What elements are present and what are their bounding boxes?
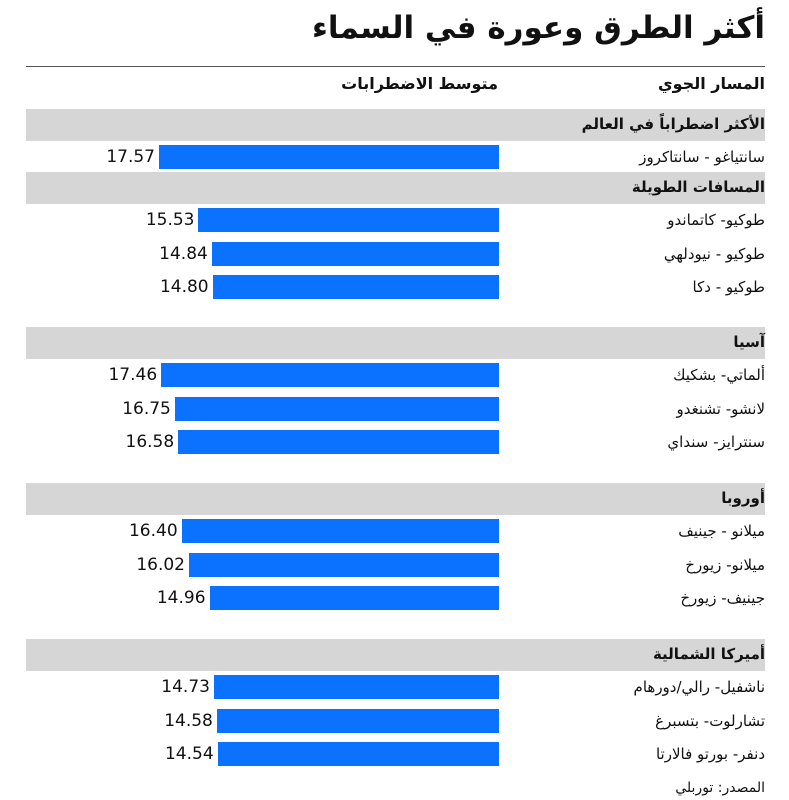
group-label: المسافات الطويلة: [631, 178, 765, 196]
bar: [210, 586, 499, 610]
bar: [161, 363, 499, 387]
bar: [212, 242, 499, 266]
group-band: [26, 327, 765, 359]
route-label: سنترايز- سنداي: [667, 433, 765, 451]
bar-value-label: 14.58: [164, 711, 213, 731]
bar: [217, 709, 499, 733]
bar-value-label: 17.57: [106, 147, 155, 167]
route-label: ناشفيل- رالي/دورهام: [633, 678, 765, 696]
bar: [159, 145, 499, 169]
bar-value-label: 16.40: [128, 521, 178, 541]
bar-value-label: 14.80: [159, 277, 209, 297]
bar: [178, 430, 499, 454]
route-label: طوكيو - دكا: [692, 278, 765, 296]
bar-value-label: 14.73: [161, 677, 210, 697]
group-label: أوروبا: [721, 489, 765, 507]
bar: [189, 553, 499, 577]
group-label: أميركا الشمالية: [652, 645, 765, 663]
bar-row: [26, 204, 765, 236]
route-label: سانتياغو - سانتاكروز: [639, 148, 765, 166]
bar-row: [26, 582, 765, 614]
route-label: ألماتي- بشكيك: [673, 366, 765, 384]
bar-row: [26, 515, 765, 547]
bar-value-label: 17.46: [108, 365, 158, 385]
bar: [175, 397, 499, 421]
bar-row: [26, 549, 765, 581]
group-band: [26, 639, 765, 671]
group-band: [26, 483, 765, 515]
bar-row: [26, 705, 765, 737]
route-label: تشارلوت- بتسبرغ: [655, 712, 765, 730]
bar-value-label: 16.02: [136, 555, 185, 575]
bar: [218, 742, 499, 766]
bar: [182, 519, 499, 543]
bar-value-label: 14.96: [156, 588, 206, 608]
bar-value-label: 15.53: [145, 210, 195, 230]
column-header-average: متوسط الاضطرابات: [341, 74, 498, 93]
group-label: الأكثر اضطراباً في العالم: [581, 115, 765, 133]
group-label: آسيا: [733, 333, 765, 351]
route-label: جينيف- زيورخ: [680, 589, 765, 607]
route-label: طوكيو - نيودلهي: [663, 245, 765, 263]
bar-row: [26, 671, 765, 703]
bar-value-label: 14.84: [159, 244, 208, 264]
bar-value-label: 16.58: [125, 432, 175, 452]
route-label: لانشو- تشنغدو: [676, 400, 765, 418]
route-label: طوكيو- كاتماندو: [667, 211, 765, 229]
source-note: المصدر: توربلي: [675, 780, 765, 796]
bar-row: [26, 141, 765, 173]
route-label: دنفر- بورتو فالارتا: [655, 745, 765, 763]
bar: [198, 208, 499, 232]
route-label: ميلانو- زيورخ: [685, 556, 765, 574]
route-label: ميلانو - جينيف: [678, 522, 765, 540]
group-band: [26, 109, 765, 141]
bar-row: [26, 393, 765, 425]
bar-value-label: 16.75: [122, 399, 171, 419]
bar-row: [26, 738, 765, 770]
bar-row: [26, 359, 765, 391]
chart-title: أكثر الطرق وعورة في السماء: [312, 10, 765, 46]
bar-row: [26, 271, 765, 303]
bar-row: [26, 426, 765, 458]
column-header-route: المسار الجوي: [657, 74, 765, 93]
bar-row: [26, 238, 765, 270]
bar: [213, 275, 499, 299]
group-band: [26, 172, 765, 204]
bar-value-label: 14.54: [164, 744, 214, 764]
bar: [214, 675, 499, 699]
